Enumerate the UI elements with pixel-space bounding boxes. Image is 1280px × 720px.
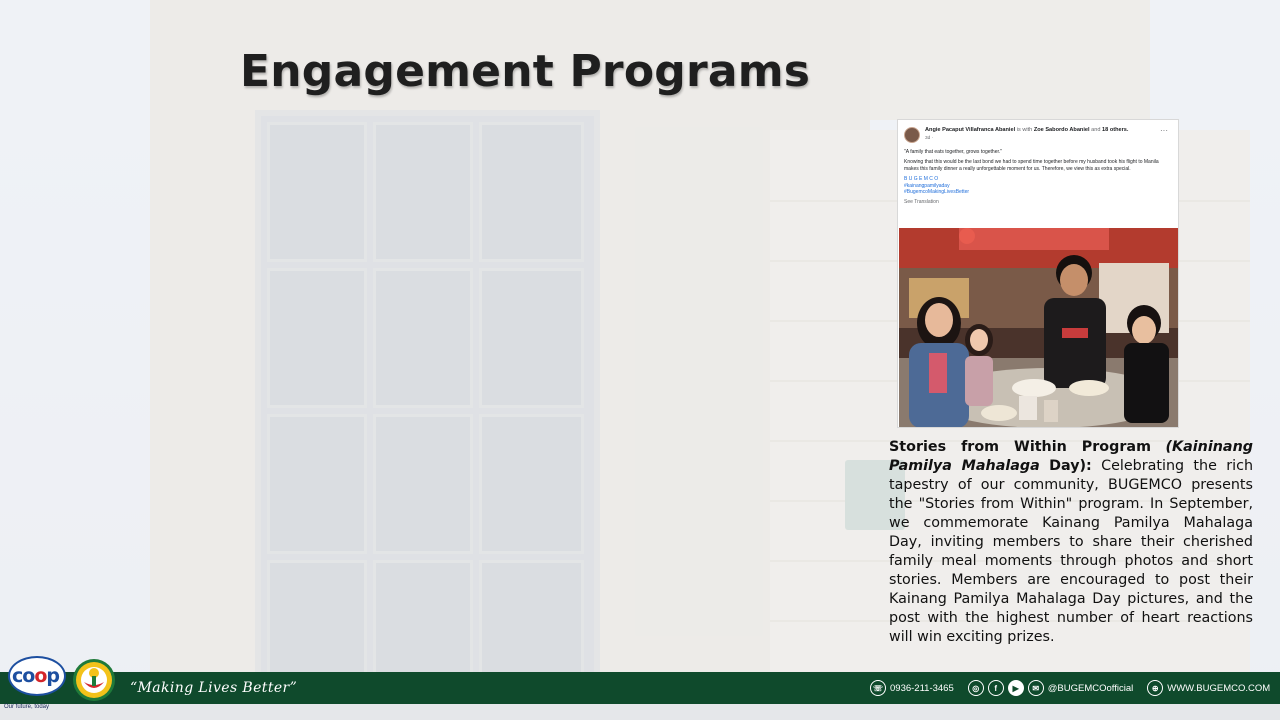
post-author-line <box>925 127 1128 133</box>
youtube-icon[interactable]: ▶ <box>1008 680 1024 696</box>
post-and-text: and <box>1091 127 1101 133</box>
description-text: Celebrating the rich tapestry of our community, BUGEMCO presents the "Stories from Within" program. In September, we commemorate Kainang Pamilya Mahalaga Day, inviting members to share their cherished family meal moments through photos and short stories. Members are encouraged to post their Kainang Pamilya Mahalaga Day pictures, and the post with the highest number of heart reactions will win exciting prizes. <box>889 458 1254 645</box>
post-quote: "A family that eats together, grows together." <box>904 149 1003 155</box>
slide-title: Engagement Programs <box>240 46 811 97</box>
family-dinner-photo <box>899 228 1179 428</box>
description-lead-end: Day): <box>1049 458 1092 474</box>
program-description <box>889 438 1253 647</box>
instagram-icon[interactable]: ◎ <box>968 680 984 696</box>
footer-slogan: “Making Lives Better” <box>130 680 298 696</box>
facebook-icon[interactable]: f <box>988 680 1004 696</box>
footer-contacts <box>870 677 1270 699</box>
phone-icon: ☏ <box>870 680 886 696</box>
avatar <box>904 127 920 143</box>
more-options-icon: ··· <box>1160 126 1168 135</box>
post-author: Angie Pacaput Villafranca Abaniel <box>925 127 1016 133</box>
footer-website[interactable]: WWW.BUGEMCO.COM <box>1167 682 1271 694</box>
footer-social-handle: @BUGEMCOofficial <box>1047 682 1134 694</box>
facebook-post-card <box>897 119 1179 428</box>
description-lead-italic: (Kaininang Pamilya Mahalaga <box>889 439 1253 474</box>
see-translation: See Translation <box>904 198 939 205</box>
post-others: 18 others. <box>1102 127 1129 133</box>
description-lead: Stories from Within Program <box>889 439 1151 455</box>
globe-icon: ⊕ <box>1147 680 1163 696</box>
post-hashtag-1: #kainangpamilyaday <box>904 182 950 189</box>
post-with-text: is with <box>1016 127 1033 133</box>
post-body <box>904 149 1174 206</box>
bugemco-seal-icon <box>72 658 116 702</box>
post-text: Knowing that this would be the last bond we had to spend time together before my husband took his flight to Manila makes this family dinner a really unforgettable moment for us. Therefore, we view this as extra special. <box>904 159 1159 172</box>
post-brand: B U G E M C O <box>904 176 939 182</box>
coop-logo: coop <box>4 656 68 698</box>
post-time: 3d · <box>925 136 934 141</box>
post-hashtag-2: #BugemcoMakingLivesBetter <box>904 189 970 195</box>
post-tagged: Zoe Sabordo Abaniel <box>1033 127 1090 133</box>
coop-logo-text: co <box>12 665 35 687</box>
footer-underbar <box>0 704 1280 720</box>
coop-tagline: Our future, today <box>4 704 50 710</box>
post-header <box>904 126 1174 146</box>
footer-phone: 0936-211-3465 <box>890 682 954 694</box>
messenger-icon[interactable]: ✉ <box>1028 680 1044 696</box>
coop-logo-text-end: p <box>46 665 59 687</box>
